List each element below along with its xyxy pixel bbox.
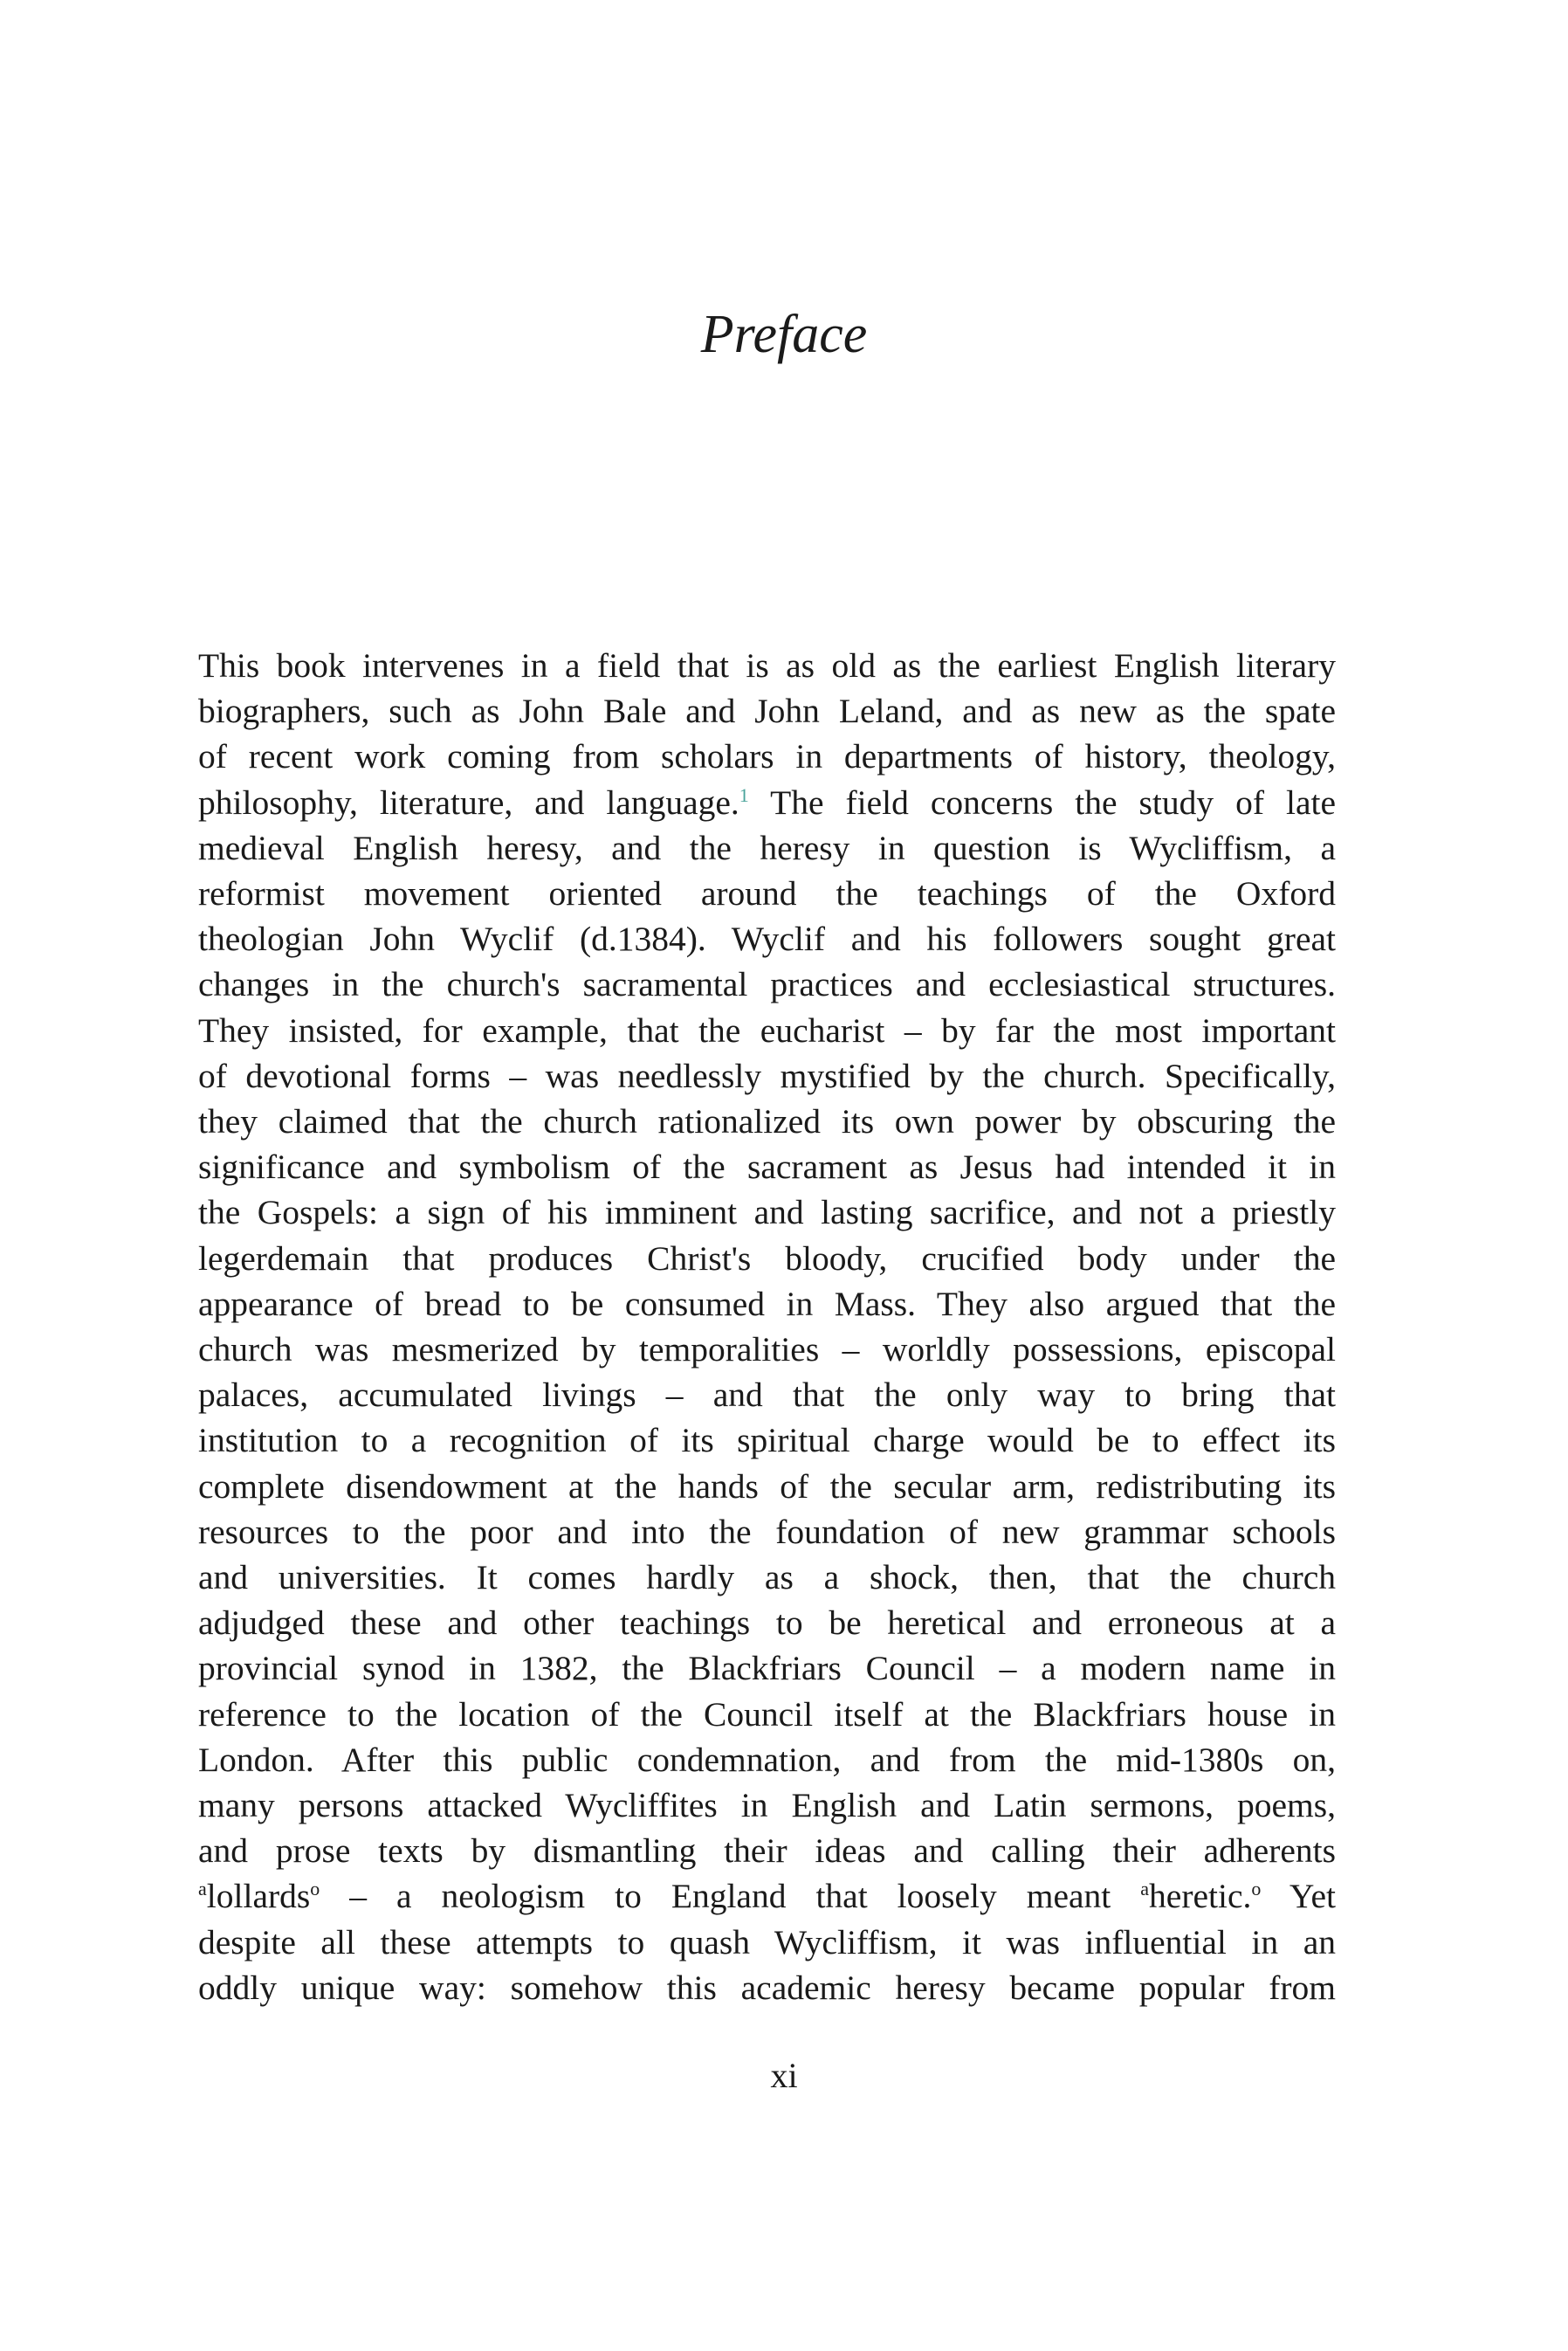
text-fragment: philosophy, literature, and language. xyxy=(198,783,739,822)
preface-body xyxy=(198,643,1336,2010)
text-line: changes in the church's sacramental practices and ecclesiastical structures. xyxy=(198,965,1336,1004)
text-line: They insisted, for example, that the eucharist – by far the most important xyxy=(198,1010,1336,1050)
quote-close-mark: o xyxy=(1251,1878,1262,1900)
text-line: despite all these attempts to quash Wycliffism, it was influential in an xyxy=(198,1922,1336,1961)
text-line: appearance of bread to be consumed in Mass. They also argued that the xyxy=(198,1284,1336,1323)
text-line: institution to a recognition of its spiritual charge would be to effect its xyxy=(198,1421,1336,1460)
text-line: reference to the location of the Council itself at the Blackfriars house in xyxy=(198,1694,1336,1734)
footnote-reference[interactable]: 1 xyxy=(739,783,749,806)
text-line: London. After this public condemnation, and from the mid-1380s on, xyxy=(198,1740,1336,1779)
page-title: Preface xyxy=(700,305,868,364)
text-line: complete disendowment at the hands of the secular arm, redistributing its xyxy=(198,1466,1336,1506)
text-line: adjudged these and other teachings to be heretical and erroneous at a xyxy=(198,1603,1336,1643)
text-fragment: – a neologism to England that loosely meant xyxy=(349,1877,1111,1916)
quote-close-mark: o xyxy=(310,1878,320,1900)
text-line: biographers, such as John Bale and John Leland, and as new as the spate xyxy=(198,692,1336,731)
quote-open-mark: a xyxy=(198,1878,207,1900)
text-line-with-footnote xyxy=(198,780,1336,825)
text-line: of recent work coming from scholars in departments of history, theology, xyxy=(198,737,1336,776)
text-line: medieval English heresy, and the heresy in question is Wycliffism, a xyxy=(198,828,1336,867)
text-line: the Gospels: a sign of his imminent and lasting sacrifice, and not a priestly xyxy=(198,1193,1336,1232)
text-line-with-quotes xyxy=(198,1873,1336,1919)
text-line: and universities. It comes hardly as a shock, then, that the church xyxy=(198,1558,1336,1597)
quote-open-mark: a xyxy=(1140,1878,1150,1900)
text-line: many persons attacked Wycliffites in English and Latin sermons, poems, xyxy=(198,1786,1336,1825)
text-line: of devotional forms – was needlessly mystified by the church. Specifically, xyxy=(198,1056,1336,1095)
text-fragment: The field concerns the study of late xyxy=(748,783,1336,822)
page-number: xi xyxy=(770,2056,798,2095)
text-line: and prose texts by dismantling their ideas and calling their adherents xyxy=(198,1831,1336,1871)
text-fragment: Yet xyxy=(1261,1877,1336,1916)
text-line: significance and symbolism of the sacrament as Jesus had intended it in xyxy=(198,1148,1336,1187)
text-line: legerdemain that produces Christ's bloody, crucified body under the xyxy=(198,1238,1336,1278)
text-fragment: heretic. xyxy=(1149,1877,1252,1916)
text-line: church was mesmerized by temporalities – worldly possessions, episcopal xyxy=(198,1330,1336,1369)
text-line: This book intervenes in a field that is as old as the earliest English literary xyxy=(198,646,1336,685)
text-line: resources to the poor and into the foundation of new grammar schools xyxy=(198,1512,1336,1551)
text-line: provincial synod in 1382, the Blackfriars Council – a modern name in xyxy=(198,1649,1336,1688)
text-line: theologian John Wyclif (d.1384). Wyclif and his followers sought great xyxy=(198,920,1336,959)
text-line: they claimed that the church rationalized its own power by obscuring the xyxy=(198,1102,1336,1141)
text-line: reformist movement oriented around the teachings of the Oxford xyxy=(198,874,1336,914)
text-fragment: lollards xyxy=(206,1877,311,1916)
text-line: oddly unique way: somehow this academic heresy became popular from xyxy=(198,1968,1336,2007)
text-line: palaces, accumulated livings – and that the only way to bring that xyxy=(198,1375,1336,1415)
